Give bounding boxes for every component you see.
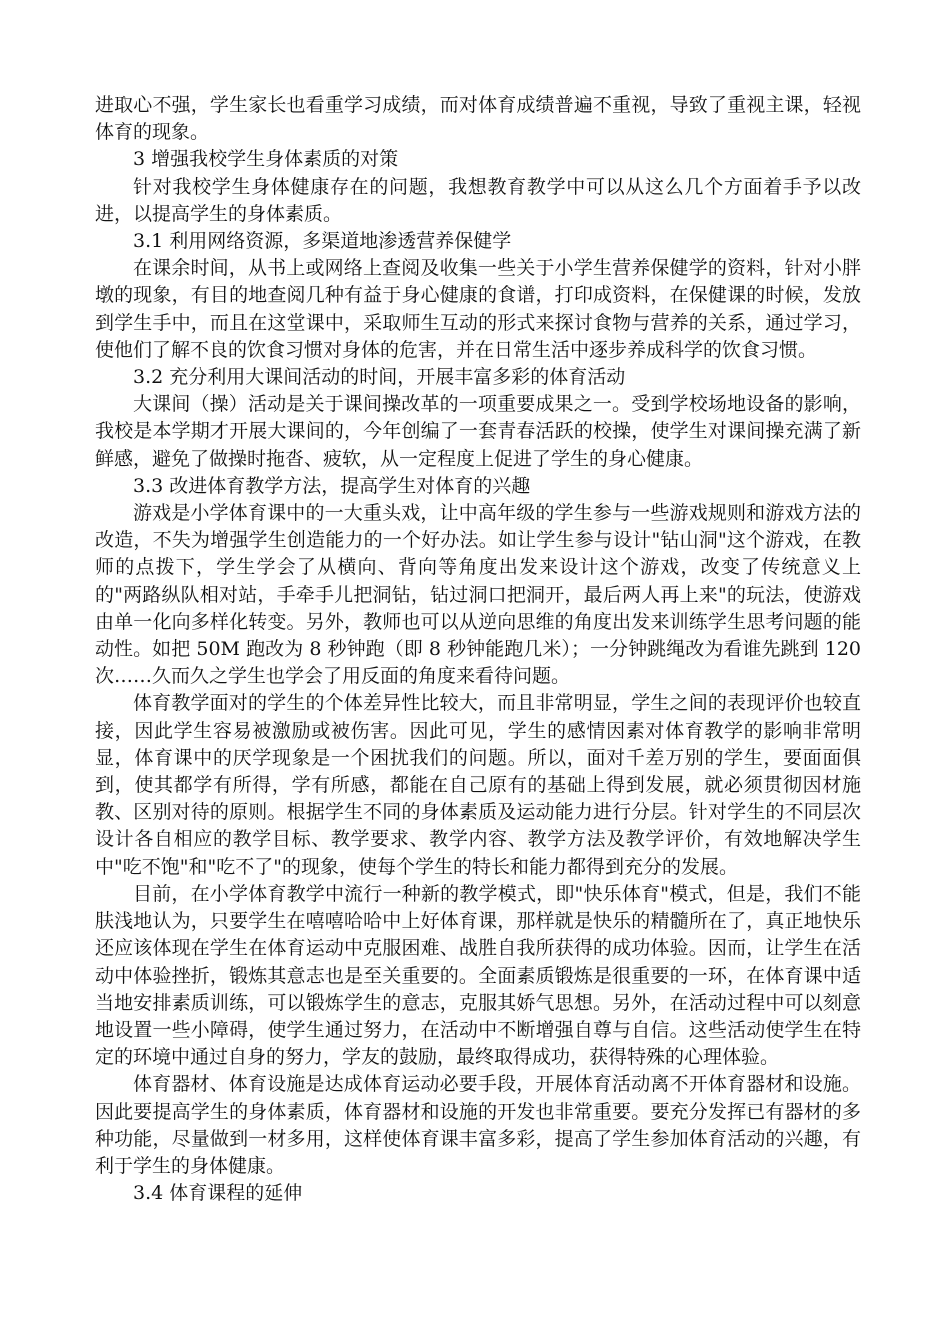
section-heading-3-2: 3.2 充分利用大课间活动的时间，开展丰富多彩的体育活动 <box>133 366 626 389</box>
paragraph-nutrition: 在课余时间，从书上或网络上查阅及收集一些关于小学生营养保健学的资料，针对小胖墩的现象，有目的地查阅几种有益于身心健康的食谱，打印成资料，在保健课的时候，发放到学生手中，而且在这堂课中，采取师生互动的形式来探讨食物与营养的关系，通过学习，使他们了解不良的饮食习惯对身体的危害，并在日常生活中逐步养成科学的饮食习惯。 <box>95 257 861 361</box>
paragraph-games: 游戏是小学体育课中的一大重头戏，让中高年级的学生参与一些游戏规则和游戏方法的改造，不失为增强学生创造能力的一个好办法。如让学生参与设计"钻山洞"这个游戏，在教师的点拨下，学生学会了从横向、背向等角度出发来设计这个游戏，改变了传统意义上的"两路纵队相对站，手牵手儿把洞钻，钻过洞口把洞开，最后两人再上来"的玩法，使游戏由单一化向多样化转变。另外，教师也可以从逆向思维的角度出发来训练学生思考问题的能动性。如把 50M 跑改为 8 秒钟跑（即 8 秒钟能跑几米）；一分钟跳绳改为看谁先跳到 120 次……久而久之学生也学会了用反面的角度来看待问题。 <box>95 502 861 688</box>
paragraph-intro: 针对我校学生身体健康存在的问题，我想教育教学中可以从这么几个方面着手予以改进，以提高学生的身体素质。 <box>95 175 861 225</box>
paragraph-individual-differences: 体育教学面对的学生的个体差异性比较大，而且非常明显，学生之间的表现评价也较直接，因此学生容易被激励或被伤害。因此可见，学生的感情因素对体育教学的影响非常明显，体育课中的厌学现象是一个困扰我们的问题。所以，面对千差万别的学生，要面面俱到，使其都学有所得，学有所感，都能在自己原有的基础上得到发展，就必须贯彻因材施教、区别对待的原则。根据学生不同的身体素质及运动能力进行分层。针对学生的不同层次设计各自相应的教学目标、教学要求、教学内容、教学方法及教学评价，有效地解决学生中"吃不饱"和"吃不了"的现象，使每个学生的特长和能力都得到充分的发展。 <box>95 692 861 878</box>
section-heading-3: 3 增强我校学生身体素质的对策 <box>133 148 399 171</box>
section-heading-3-3: 3.3 改进体育教学方法，提高学生对体育的兴趣 <box>133 474 531 497</box>
section-heading-3-1: 3.1 利用网络资源，多渠道地渗透营养保健学 <box>133 230 512 253</box>
section-heading-3-4: 3.4 体育课程的延伸 <box>133 1182 303 1205</box>
paragraph-happy-pe: 目前，在小学体育教学中流行一种新的教学模式，即"快乐体育"模式，但是，我们不能肤浅地认为，只要学生在嘻嘻哈哈中上好体育课，那样就是快乐的精髓所在了，真正地快乐还应该体现在学生在体育运动中克服困难、战胜自我所获得的成功体验。因而，让学生在活动中体验挫折，锻炼其意志也是至关重要的。全面素质锻炼是很重要的一环，在体育课中适当地安排素质训练，可以锻炼学生的意志，克服其娇气思想。另外，在活动过程中可以刻意地设置一些小障碍，使学生通过努力，在活动中不断增强自尊与自信。这些活动使学生在特定的环境中通过自身的努力，学友的鼓励，最终取得成功，获得特殊的心理体验。 <box>95 882 861 1069</box>
document-page <box>95 92 861 1207</box>
paragraph-recess-activity: 大课间（操）活动是关于课间操改革的一项重要成果之一。受到学校场地设备的影响，我校是本学期才开展大课间的，今年创编了一套青春活跃的校操，使学生对课间操充满了新鲜感，避免了做操时拖沓、疲软，从一定程度上促进了学生的身心健康。 <box>95 393 861 470</box>
paragraph-equipment: 体育器材、体育设施是达成体育运动必要手段，开展体育活动离不开体育器材和设施。因此要提高学生的身体素质，体育器材和设施的开发也非常重要。要充分发挥已有器材的多种功能，尽量做到一材多用，这样使体育课丰富多彩，提高了学生参加体育活动的兴趣，有利于学生的身体健康。 <box>95 1073 861 1177</box>
paragraph-continuation: 进取心不强，学生家长也看重学习成绩，而对体育成绩普遍不重视，导致了重视主课，轻视体育的现象。 <box>95 94 861 144</box>
